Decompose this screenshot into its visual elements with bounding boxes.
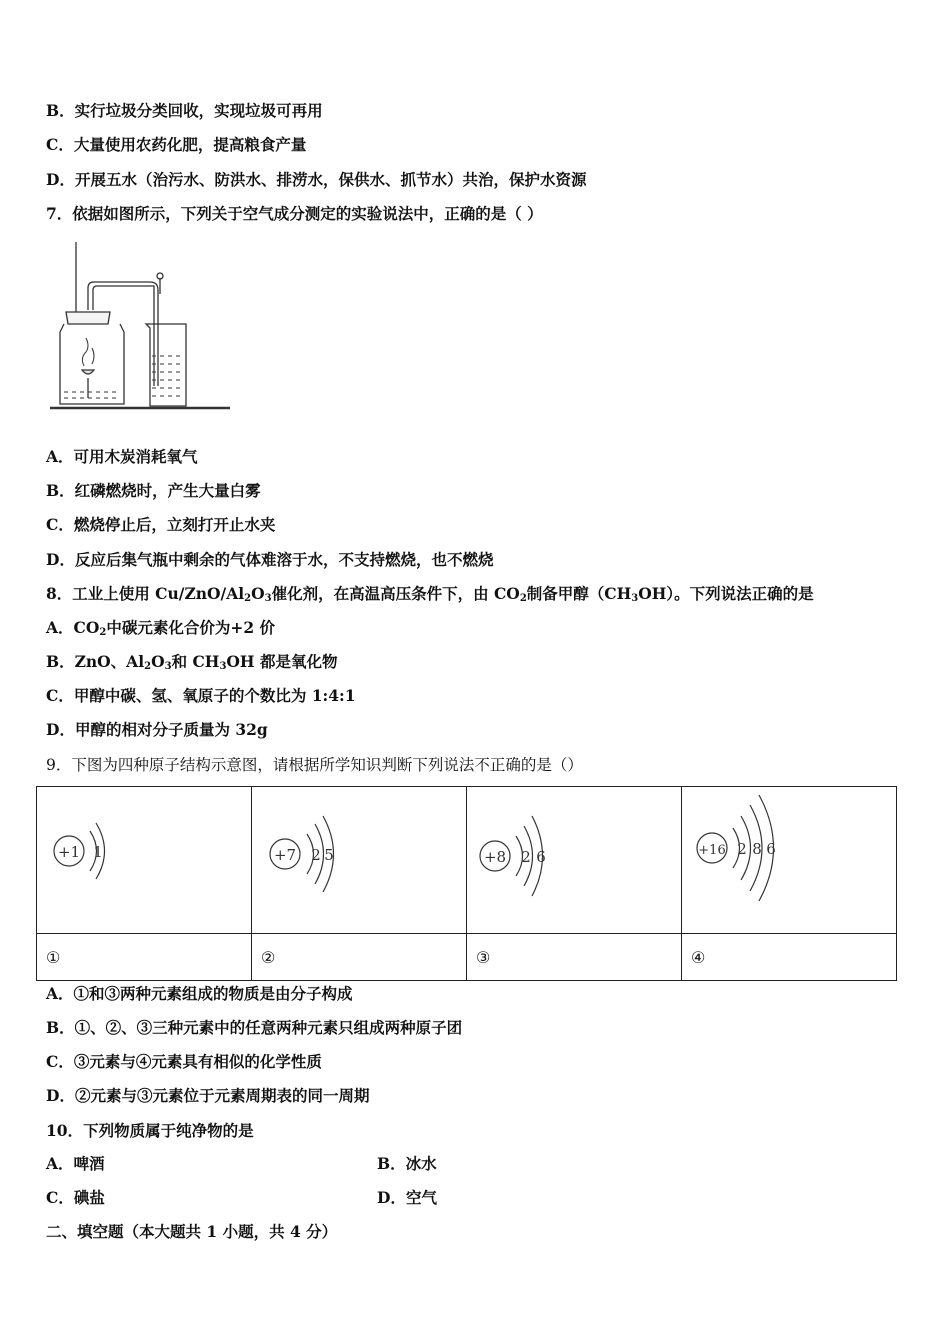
q9-option-b: B．①、②、③三种元素中的任意两种元素只组成两种原子团 [46, 1018, 463, 1037]
question-9: 9．下图为四种原子结构示意图，请根据所学知识判断下列说法不正确的是（） [46, 756, 583, 774]
atom-4-shell-3: 6 [766, 840, 776, 858]
atom-label-3: ③ [467, 934, 682, 981]
q9-option-c: C．③元素与④元素具有相似的化学性质 [46, 1052, 322, 1071]
q10-option-b: B．冰水 [377, 1154, 437, 1173]
atom-1-shell-1: 1 [93, 843, 103, 861]
q7-option-c: C．燃烧停止后，立刻打开止水夹 [46, 515, 276, 534]
q10-option-c: C．碘盐 [46, 1188, 105, 1207]
atom-diagram-2 [252, 787, 466, 933]
atom-3-nucleus: +8 [483, 848, 507, 866]
q7-option-b: B．红磷燃烧时，产生大量白雾 [46, 481, 261, 500]
q9-option-a: A．①和③两种元素组成的物质是由分子构成 [46, 984, 353, 1003]
q10-option-a: A．啤酒 [46, 1154, 105, 1173]
q9-option-d: D．②元素与③元素位于元素周期表的同一周期 [46, 1086, 370, 1105]
atom-4-nucleus: +16 [698, 843, 726, 858]
atom-1-nucleus: +1 [57, 843, 81, 861]
atom-label-2: ② [252, 934, 467, 981]
q7-option-d: D．反应后集气瓶中剩余的气体难溶于水，不支持燃烧，也不燃烧 [46, 550, 494, 569]
q6-option-b: B．实行垃圾分类回收，实现垃圾可再用 [46, 101, 323, 120]
q8-option-b: B．ZnO、$Al_2O_3$和 $CH_3OH$ 都是氧化物 [46, 652, 338, 672]
q8-option-d: D．甲醇的相对分子质量为 32g [46, 720, 268, 739]
q6-option-d: D．开展五水（治污水、防洪水、排涝水，保供水、抓节水）共治，保护水资源 [46, 170, 587, 189]
atom-label-4: ④ [682, 934, 897, 981]
atom-4-shell-2: 8 [752, 840, 762, 858]
atom-2-shell-2: 5 [324, 846, 334, 864]
q10-option-d: D．空气 [377, 1188, 437, 1207]
atom-4-shell-1: 2 [737, 840, 747, 858]
atom-2-nucleus: +7 [273, 846, 297, 864]
atom-cell-2 [252, 787, 467, 934]
atom-diagram-3 [467, 787, 681, 933]
atom-3-shell-1: 2 [521, 848, 531, 866]
atom-3-shell-2: 6 [536, 848, 546, 866]
atom-diagram-1 [37, 787, 251, 933]
q8-option-a: A．$CO_2$中碳元素化合价为+2 价 [46, 618, 276, 638]
atomic-structure-table [36, 786, 897, 981]
atom-diagram-4 [682, 787, 896, 933]
section-2-heading: 二、填空题（本大题共 1 小题，共 4 分） [46, 1222, 338, 1241]
atom-cell-4 [682, 787, 897, 934]
question-7: 7．依据如图所示，下列关于空气成分测定的实验说法中，正确的是（ ） [46, 204, 543, 223]
q8-option-c: C．甲醇中碳、氢、氧原子的个数比为 1:4:1 [46, 686, 356, 705]
atom-cell-1 [37, 787, 252, 934]
atom-cell-3 [467, 787, 682, 934]
question-8: 8．工业上使用 $Cu/ZnO/Al_2O_3$催化剂，在高温高压条件下，由 $CO_2$制备甲醇$(CH_3OH)$。下列说法正确的是 [46, 584, 814, 604]
air-composition-apparatus-figure [50, 240, 240, 412]
atom-2-shell-1: 2 [311, 846, 321, 864]
atom-label-1: ① [37, 934, 252, 981]
question-10: 10．下列物质属于纯净物的是 [46, 1121, 254, 1140]
q7-option-a: A．可用木炭消耗氧气 [46, 447, 198, 466]
q6-option-c: C．大量使用农药化肥，提高粮食产量 [46, 135, 307, 154]
